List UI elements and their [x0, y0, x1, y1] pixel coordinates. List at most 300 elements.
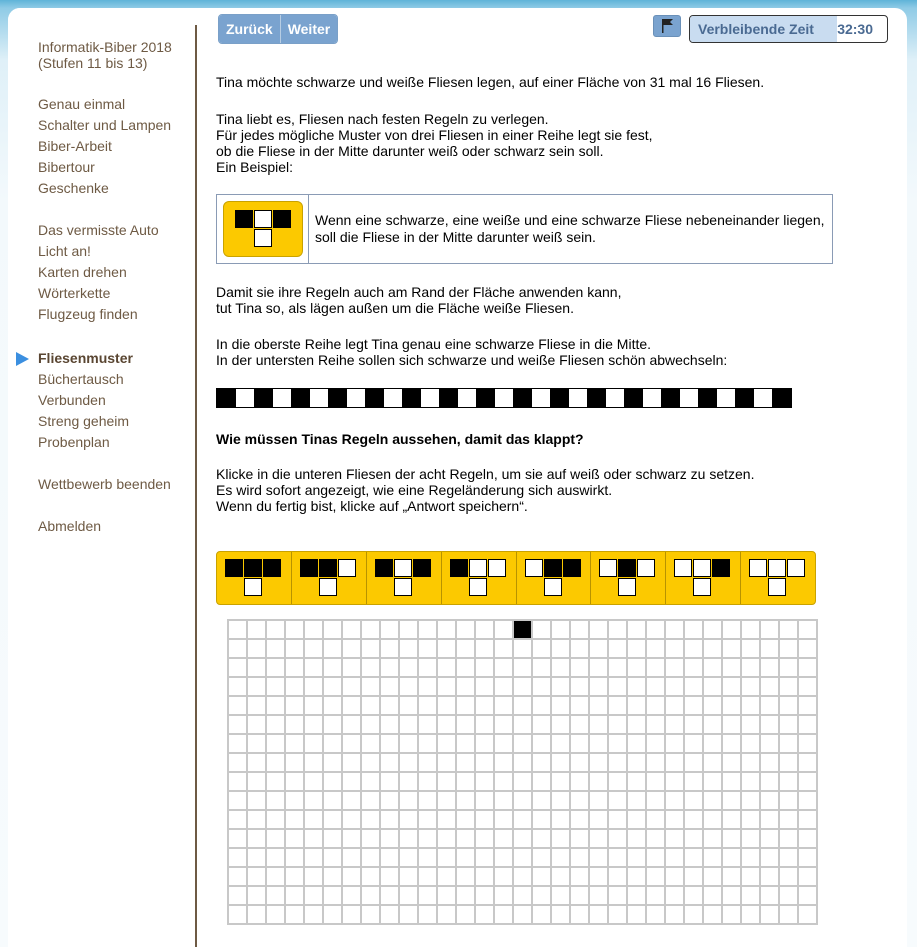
rule-top-tile [768, 559, 786, 577]
grid-tile [419, 735, 438, 754]
grid-tile [628, 887, 647, 906]
grid-tile [704, 735, 723, 754]
grid-tile [704, 849, 723, 868]
grid-tile [761, 697, 780, 716]
sidebar-item-probenplan[interactable]: Probenplan [38, 434, 110, 450]
grid-tile [343, 697, 362, 716]
grid-tile [495, 906, 514, 925]
example-rule-line: Wenn eine schwarze, eine weiße und eine schwarze Fliese nebeneinander liegen, [315, 212, 825, 228]
task-rules-text [216, 111, 653, 175]
grid-tile [533, 792, 552, 811]
grid-tile [666, 868, 685, 887]
grid-tile [590, 697, 609, 716]
grid-tile [590, 849, 609, 868]
grid-tile [571, 830, 590, 849]
sidebar-item-karten-drehen[interactable]: Karten drehen [38, 264, 127, 280]
grid-tile [229, 868, 248, 887]
grid-tile [381, 735, 400, 754]
grid-tile [267, 640, 286, 659]
grid-tile [476, 735, 495, 754]
grid-tile [571, 621, 590, 640]
grid-tile [286, 659, 305, 678]
sidebar-item-streng-geheim[interactable]: Streng geheim [38, 413, 130, 429]
grid-tile [305, 754, 324, 773]
grid-tile [514, 735, 533, 754]
task-edge-text [216, 284, 621, 316]
grid-tile [381, 792, 400, 811]
grid-tile [723, 811, 742, 830]
grid-tile [305, 773, 324, 792]
task-edge-line: Damit sie ihre Regeln auch am Rand der Fläche anwenden kann, [216, 284, 622, 300]
grid-tile [799, 659, 818, 678]
grid-tile [761, 754, 780, 773]
task-rows-text [216, 336, 727, 368]
rule-slot[interactable] [367, 552, 442, 604]
grid-tile [305, 906, 324, 925]
grid-tile [571, 868, 590, 887]
task-rules-line: Ein Beispiel: [216, 159, 294, 175]
task-rows-line: In der untersten Reihe sollen sich schwarze und weiße Fliesen schön abwechseln: [216, 352, 728, 368]
task-rules-line: ob die Fliese in der Mitte darunter weiß oder schwarz sein soll. [216, 143, 604, 159]
rule-top-tile [787, 559, 805, 577]
grid-tile [419, 773, 438, 792]
rule-top-tile [525, 559, 543, 577]
grid-tile [248, 640, 267, 659]
grid-tile [609, 906, 628, 925]
active-item-arrow-icon [16, 352, 29, 366]
grid-tile [571, 716, 590, 735]
grid-tile [324, 659, 343, 678]
grid-tile [305, 887, 324, 906]
grid-tile [343, 621, 362, 640]
grid-tile [457, 697, 476, 716]
grid-tile [476, 659, 495, 678]
rule-top-tile [338, 559, 356, 577]
grid-tile [742, 640, 761, 659]
grid-tile [571, 849, 590, 868]
grid-tile [761, 659, 780, 678]
grid-tile [286, 640, 305, 659]
grid-tile [229, 849, 248, 868]
grid-tile [267, 849, 286, 868]
grid-tile [609, 621, 628, 640]
rule-slot[interactable] [591, 552, 666, 604]
grid-tile [799, 678, 818, 697]
rule-result-tile[interactable] [768, 578, 786, 596]
pattern-tile [217, 389, 236, 407]
example-rule-tile-cell [217, 195, 309, 263]
grid-tile [590, 678, 609, 697]
grid-tile [229, 716, 248, 735]
grid-tile [647, 716, 666, 735]
rule-slot[interactable] [741, 552, 815, 604]
grid-tile [362, 830, 381, 849]
grid-tile [552, 830, 571, 849]
grid-tile [704, 659, 723, 678]
grid-tile [419, 849, 438, 868]
tile-grid [227, 619, 818, 925]
grid-tile [533, 754, 552, 773]
grid-tile [590, 716, 609, 735]
rule-top-tile [749, 559, 767, 577]
grid-tile [628, 754, 647, 773]
grid-tile [343, 906, 362, 925]
grid-tile [248, 678, 267, 697]
sidebar-item-woerterkette[interactable]: Wörterkette [38, 285, 111, 301]
grid-tile [229, 792, 248, 811]
grid-tile [761, 906, 780, 925]
grid-tile [628, 849, 647, 868]
grid-tile [248, 735, 267, 754]
grid-tile [229, 697, 248, 716]
grid-tile [742, 754, 761, 773]
grid-tile [647, 868, 666, 887]
rule-top-tile [254, 210, 272, 228]
pattern-tile [273, 389, 292, 407]
rule-result-tile [254, 229, 272, 247]
grid-tile [267, 868, 286, 887]
grid-tile [438, 754, 457, 773]
bottom-row-pattern [216, 388, 792, 408]
grid-tile [533, 906, 552, 925]
grid-tile [533, 659, 552, 678]
sidebar-item-verbunden[interactable]: Verbunden [38, 392, 106, 408]
sidebar-item-buechertausch[interactable]: Büchertausch [38, 371, 124, 387]
grid-tile [267, 621, 286, 640]
grid-tile [647, 811, 666, 830]
rule-top-tile [273, 210, 291, 228]
grid-tile [780, 621, 799, 640]
rule-slot[interactable] [517, 552, 592, 604]
grid-tile [609, 659, 628, 678]
grid-tile [476, 830, 495, 849]
sidebar-item-genau-einmal[interactable]: Genau einmal [38, 96, 126, 112]
grid-tile [476, 678, 495, 697]
grid-tile [400, 792, 419, 811]
grid-tile [780, 887, 799, 906]
grid-tile [780, 640, 799, 659]
grid-tile [324, 640, 343, 659]
grid-tile [267, 716, 286, 735]
grid-tile [742, 811, 761, 830]
pattern-tile [402, 389, 421, 407]
grid-tile [514, 868, 533, 887]
grid-tile [400, 868, 419, 887]
grid-tile [305, 678, 324, 697]
grid-tile [457, 716, 476, 735]
grid-tile [419, 906, 438, 925]
grid-tile [761, 640, 780, 659]
grid-tile [495, 773, 514, 792]
rule-top-tile [375, 559, 393, 577]
grid-tile [438, 868, 457, 887]
pattern-tile [384, 389, 403, 407]
grid-tile [685, 754, 704, 773]
grid-tile [419, 887, 438, 906]
sidebar-item-flugzeug-finden[interactable]: Flugzeug finden [38, 306, 138, 322]
pattern-tile [569, 389, 588, 407]
grid-tile [286, 811, 305, 830]
grid-tile [780, 697, 799, 716]
grid-tile [514, 811, 533, 830]
grid-tile [685, 716, 704, 735]
grid-tile [590, 640, 609, 659]
grid-tile [799, 716, 818, 735]
grid-tile [514, 716, 533, 735]
sidebar-item-fliesenmuster[interactable]: Fliesenmuster [38, 350, 133, 366]
grid-tile [495, 621, 514, 640]
grid-tile [533, 868, 552, 887]
rule-slot[interactable] [666, 552, 741, 604]
grid-tile [685, 830, 704, 849]
grid-tile [742, 868, 761, 887]
rule-top-tile [244, 559, 262, 577]
grid-tile [723, 716, 742, 735]
remaining-time-label: Verbleibende Zeit [698, 21, 814, 37]
rule-result-tile[interactable] [394, 578, 412, 596]
example-rule-text [309, 212, 825, 246]
example-rule-line: soll die Fliese in der Mitte darunter weiß sein. [315, 229, 596, 245]
rule-result-tile[interactable] [618, 578, 636, 596]
grid-tile [628, 773, 647, 792]
grid-tile [305, 849, 324, 868]
rule-result-tile[interactable] [693, 578, 711, 596]
grid-tile [685, 849, 704, 868]
grid-tile [780, 735, 799, 754]
grid-tile [590, 621, 609, 640]
grid-tile [666, 849, 685, 868]
grid-tile [666, 621, 685, 640]
rule-slot[interactable] [217, 552, 292, 604]
grid-tile [438, 659, 457, 678]
grid-tile [666, 716, 685, 735]
grid-tile [780, 849, 799, 868]
grid-tile [324, 735, 343, 754]
grid-tile [419, 697, 438, 716]
grid-tile [647, 678, 666, 697]
task-edge-line: tut Tina so, als lägen außen um die Fläche weiße Fliesen. [216, 300, 574, 316]
grid-tile [476, 773, 495, 792]
pattern-tile [606, 389, 625, 407]
grid-tile [571, 678, 590, 697]
flag-button[interactable] [653, 15, 681, 37]
grid-tile [286, 868, 305, 887]
grid-tile [400, 887, 419, 906]
task-instruction-line: Klicke in die unteren Fliesen der acht Regeln, um sie auf weiß oder schwarz zu setzen. [216, 466, 755, 482]
grid-tile [457, 754, 476, 773]
grid-tile [362, 678, 381, 697]
grid-tile [476, 640, 495, 659]
grid-tile [666, 792, 685, 811]
grid-tile [457, 735, 476, 754]
sidebar-item-das-vermisste-auto[interactable]: Das vermisste Auto [38, 222, 159, 238]
grid-tile [286, 906, 305, 925]
rule-top-tile [263, 559, 281, 577]
grid-tile [685, 887, 704, 906]
grid-tile [362, 716, 381, 735]
rule-top-tile [319, 559, 337, 577]
grid-tile [742, 621, 761, 640]
grid-tile [742, 773, 761, 792]
grid-tile [343, 773, 362, 792]
nav-group-1 [38, 94, 171, 199]
grid-tile [400, 640, 419, 659]
grid-tile [723, 678, 742, 697]
grid-tile [457, 621, 476, 640]
grid-tile [761, 621, 780, 640]
example-rule-box [216, 194, 833, 264]
grid-tile [533, 678, 552, 697]
grid-tile [609, 697, 628, 716]
grid-tile [400, 830, 419, 849]
grid-tile [685, 868, 704, 887]
grid-tile [267, 678, 286, 697]
grid-tile [685, 621, 704, 640]
grid-tile [552, 868, 571, 887]
grid-tile [761, 678, 780, 697]
sidebar-item-bibertour[interactable]: Bibertour [38, 159, 95, 175]
rule-slot[interactable] [292, 552, 367, 604]
grid-tile [381, 640, 400, 659]
grid-tile [533, 887, 552, 906]
grid-tile [685, 906, 704, 925]
grid-tile [571, 697, 590, 716]
grid-tile [609, 773, 628, 792]
grid-tile [552, 735, 571, 754]
grid-tile [438, 678, 457, 697]
grid-tile [552, 773, 571, 792]
grid-tile [552, 716, 571, 735]
grid-tile [419, 716, 438, 735]
grid-tile [780, 678, 799, 697]
grid-tile [381, 830, 400, 849]
grid-tile [457, 830, 476, 849]
grid-tile [362, 621, 381, 640]
grid-tile [495, 811, 514, 830]
sidebar-item-biber-arbeit[interactable]: Biber-Arbeit [38, 138, 112, 154]
next-button[interactable]: Weiter [280, 15, 338, 43]
nav-group-2 [38, 220, 159, 325]
grid-tile [704, 906, 723, 925]
grid-tile [552, 659, 571, 678]
rule-slot[interactable] [442, 552, 517, 604]
grid-tile [267, 659, 286, 678]
grid-tile [495, 716, 514, 735]
grid-tile [742, 906, 761, 925]
nav-group-3 [38, 348, 133, 453]
grid-tile [533, 830, 552, 849]
grid-tile [438, 887, 457, 906]
grid-tile [438, 811, 457, 830]
grid-tile [666, 906, 685, 925]
grid-tile [495, 678, 514, 697]
grid-tile [324, 716, 343, 735]
grid-tile [533, 849, 552, 868]
grid-tile [590, 811, 609, 830]
grid-tile [666, 773, 685, 792]
grid-tile [552, 849, 571, 868]
grid-tile [495, 754, 514, 773]
rule-result-tile[interactable] [469, 578, 487, 596]
grid-tile [438, 716, 457, 735]
sidebar [8, 8, 198, 540]
grid-tile [362, 735, 381, 754]
rule-top-tile [225, 559, 243, 577]
grid-tile [628, 830, 647, 849]
grid-tile [457, 678, 476, 697]
logout-link[interactable]: Abmelden [38, 518, 102, 534]
grid-tile [305, 792, 324, 811]
grid-tile [723, 849, 742, 868]
rule-top-tile [637, 559, 655, 577]
grid-tile [362, 659, 381, 678]
grid-tile [438, 735, 457, 754]
grid-tile [590, 906, 609, 925]
contest-title-line1: Informatik-Biber 2018 [38, 39, 172, 55]
sidebar-item-schalter-und-lampen[interactable]: Schalter und Lampen [38, 117, 172, 133]
grid-tile [381, 678, 400, 697]
rule-result-tile[interactable] [544, 578, 562, 596]
grid-tile [704, 640, 723, 659]
grid-tile [400, 659, 419, 678]
grid-tile [552, 621, 571, 640]
pattern-tile [624, 389, 643, 407]
grid-tile [343, 754, 362, 773]
grid-tile [343, 792, 362, 811]
grid-tile [381, 754, 400, 773]
grid-tile [229, 811, 248, 830]
sidebar-item-licht-an[interactable]: Licht an! [38, 243, 91, 259]
grid-tile [381, 716, 400, 735]
grid-tile [438, 621, 457, 640]
pattern-tile [291, 389, 310, 407]
grid-tile [647, 773, 666, 792]
grid-tile [229, 887, 248, 906]
grid-tile [495, 640, 514, 659]
grid-tile [286, 830, 305, 849]
rule-top-tile [469, 559, 487, 577]
grid-tile [609, 887, 628, 906]
grid-tile [286, 716, 305, 735]
grid-tile [305, 868, 324, 887]
grid-tile [495, 697, 514, 716]
end-contest-link[interactable]: Wettbewerb beenden [38, 476, 171, 492]
grid-tile [438, 849, 457, 868]
pattern-tile [365, 389, 384, 407]
rule-result-tile[interactable] [244, 578, 262, 596]
rule-top-tile [394, 559, 412, 577]
grid-tile [628, 659, 647, 678]
grid-tile [419, 792, 438, 811]
grid-tile [248, 887, 267, 906]
grid-tile [590, 735, 609, 754]
grid-tile [381, 697, 400, 716]
grid-tile [267, 697, 286, 716]
grid-tile [400, 811, 419, 830]
grid-tile [609, 868, 628, 887]
grid-tile [495, 887, 514, 906]
back-button[interactable]: Zurück [219, 15, 280, 43]
grid-tile [628, 621, 647, 640]
pattern-tile [347, 389, 366, 407]
grid-tile [324, 792, 343, 811]
sidebar-item-geschenke[interactable]: Geschenke [38, 180, 109, 196]
grid-tile [305, 811, 324, 830]
pattern-tile [476, 389, 495, 407]
rule-result-tile[interactable] [319, 578, 337, 596]
grid-tile [305, 697, 324, 716]
grid-tile [647, 659, 666, 678]
